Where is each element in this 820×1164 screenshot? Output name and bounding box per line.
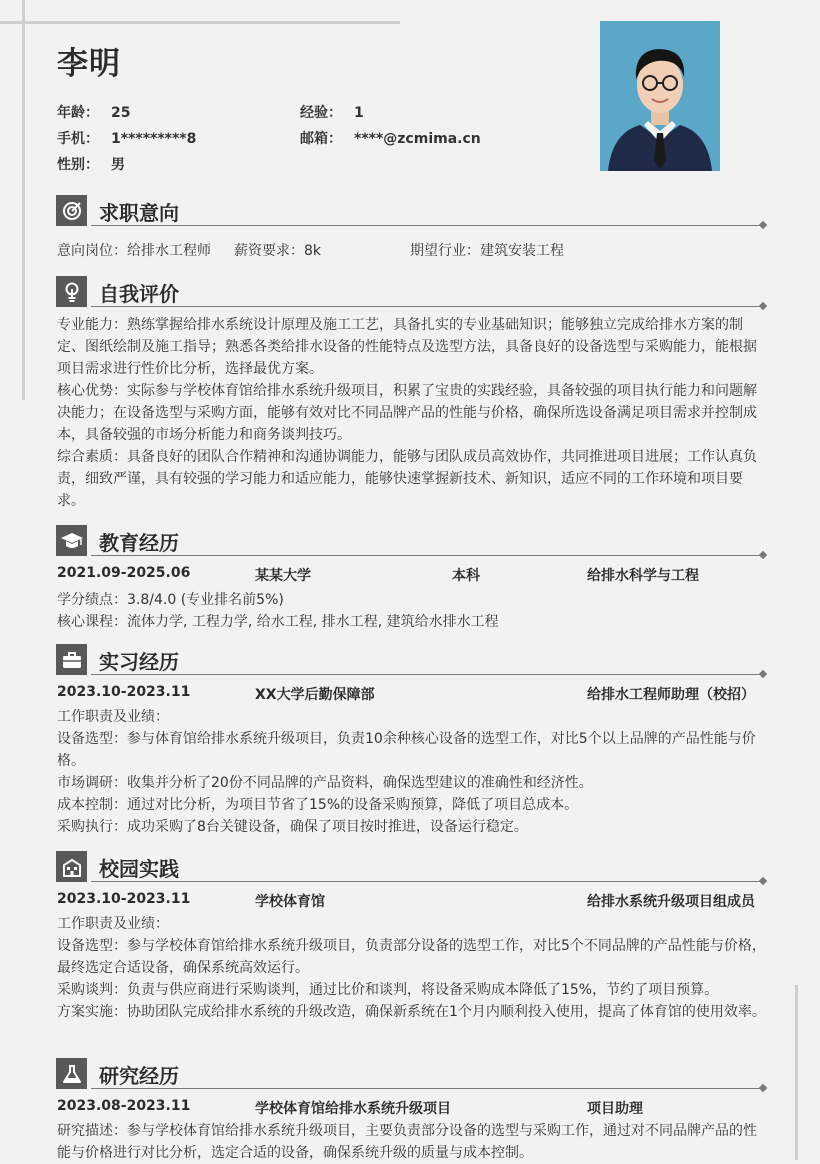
campus-org: 学校体育馆 [255, 894, 325, 910]
section-title: 自我评价 [99, 282, 179, 306]
experience-label: 经验： [300, 105, 342, 121]
intern-org: XX大学后勤保障部 [255, 687, 375, 703]
detail-line: 工作职责及业绩： [57, 916, 169, 932]
section-title: 研究经历 [99, 1064, 179, 1088]
detail-line: 成本控制：通过对比分析，为项目节省了15%的设备采购预算，降低了项目总成本。 [57, 797, 579, 813]
intent-industry: 期望行业：建筑安装工程 [410, 243, 564, 259]
briefcase-icon [56, 644, 87, 675]
research-date: 2023.08-2023.11 [57, 1098, 191, 1114]
self-evaluation-text [57, 314, 767, 512]
self-paragraph-strengths: 核心优势：实际参与学校体育馆给排水系统升级项目，积累了宝贵的实践经验，具备较强的项目执行能力和问题解决能力；在设备选型与采购方面，能够有效对比不同品牌产品的性能与价格，确保所选设备满足项目需求并控制成本，具备较强的市场分析能力和商务谈判技巧。 [57, 383, 757, 443]
info-phone [57, 128, 196, 148]
target-icon [56, 195, 87, 226]
section-title: 教育经历 [99, 531, 179, 555]
age-value: 25 [111, 105, 131, 121]
detail-line: 研究描述：参与学校体育馆给排水系统升级项目，主要负责部分设备的选型与采购工作，通过对不同品牌产品的性能与价格进行对比分析，选定合适的设备，确保系统升级的质量与成本控制。 [57, 1123, 757, 1161]
info-age [57, 102, 130, 122]
research-details [57, 1120, 767, 1164]
campus-details [57, 913, 767, 1023]
research-project: 学校体育馆给排水系统升级项目 [255, 1101, 451, 1117]
detail-line: 设备选型：参与学校体育馆给排水系统升级项目，负责部分设备的选型工作，对比5个不同品牌的产品性能与价格，最终选定合适设备，确保系统高效运行。 [57, 938, 766, 976]
detail-line: 工作职责及业绩： [57, 709, 169, 725]
flask-icon [56, 1058, 87, 1089]
building-icon [56, 851, 87, 882]
section-research [56, 1058, 766, 1090]
candidate-name: 李明 [57, 46, 121, 82]
detail-line: 设备选型：参与体育馆给排水系统升级项目，负责10余种核心设备的选型工作，对比5个以上品牌的产品性能与价格。 [57, 731, 756, 769]
detail-line: 采购谈判：负责与供应商进行采购谈判，通过比价和谈判，将设备采购成本降低了15%，节约了项目预算。 [57, 982, 719, 998]
intern-role: 给排水工程师助理（校招） [587, 687, 755, 703]
campus-date: 2023.10-2023.11 [57, 891, 191, 907]
experience-value: 1 [354, 105, 364, 121]
info-experience [300, 102, 364, 122]
profile-photo [600, 21, 720, 171]
intent-salary: 薪资要求：8k [234, 243, 322, 259]
intent-position: 意向岗位：给排水工程师 [57, 243, 211, 259]
section-job-intent [56, 195, 766, 227]
intern-date: 2023.10-2023.11 [57, 684, 191, 700]
email-value: ****@zcmima.cn [354, 131, 481, 147]
decor-top-bar [0, 21, 400, 24]
section-self-evaluation [56, 276, 766, 308]
self-paragraph-skills: 专业能力：熟练掌握给排水系统设计原理及施工工艺，具备扎实的专业基础知识；能够独立完成给排水方案的制定、图纸绘制及施工指导；熟悉各类给排水设备的性能特点及选型方法，具备良好的设备选型与采购能力，能根据项目需求进行性价比分析，选择最优方案。 [57, 317, 757, 377]
info-gender [57, 154, 125, 174]
section-internship [56, 644, 766, 676]
self-paragraph-qualities: 综合素质：具备良好的团队合作精神和沟通协调能力，能够与团队成员高效协作，共同推进项目进展；工作认真负责，细致严谨，具有较强的学习能力和适应能力，能够快速掌握新技术、新知识，适应不同的工作环境和项目要求。 [57, 449, 757, 509]
lightbulb-icon [56, 276, 87, 307]
campus-role: 给排水系统升级项目组成员 [587, 894, 755, 910]
gender-value: 男 [111, 157, 125, 173]
info-email [300, 128, 481, 148]
edu-school: 某某大学 [255, 568, 311, 584]
graduation-cap-icon [56, 525, 87, 556]
edu-courses: 核心课程：流体力学, 工程力学, 给水工程, 排水工程, 建筑给水排水工程 [57, 614, 499, 630]
edu-date: 2021.09-2025.06 [57, 565, 191, 581]
section-title: 求职意向 [99, 201, 179, 225]
phone-label: 手机： [57, 131, 99, 147]
edu-degree: 本科 [452, 568, 480, 584]
detail-line: 采购执行：成功采购了8台关键设备，确保了项目按时推进，设备运行稳定。 [57, 819, 528, 835]
detail-line: 市场调研：收集并分析了20份不同品牌的产品资料，确保选型建议的准确性和经济性。 [57, 775, 593, 791]
edu-major: 给排水科学与工程 [587, 568, 699, 584]
research-role: 项目助理 [587, 1101, 643, 1117]
detail-line: 方案实施：协助团队完成给排水系统的升级改造，确保新系统在1个月内顺利投入使用，提高了体育馆的使用效率。 [57, 1004, 766, 1020]
internship-details [57, 706, 767, 838]
section-title: 实习经历 [99, 650, 179, 674]
email-label: 邮箱： [300, 131, 342, 147]
section-title: 校园实践 [99, 857, 179, 881]
gender-label: 性别： [57, 157, 99, 173]
edu-gpa: 学分绩点：3.8/4.0 (专业排名前5%) [57, 592, 284, 608]
section-campus-practice [56, 851, 766, 883]
decor-right-bar [795, 985, 798, 1160]
age-label: 年龄： [57, 105, 99, 121]
section-education [56, 525, 766, 557]
phone-value: 1*********8 [111, 131, 197, 147]
decor-left-bar [22, 0, 25, 400]
